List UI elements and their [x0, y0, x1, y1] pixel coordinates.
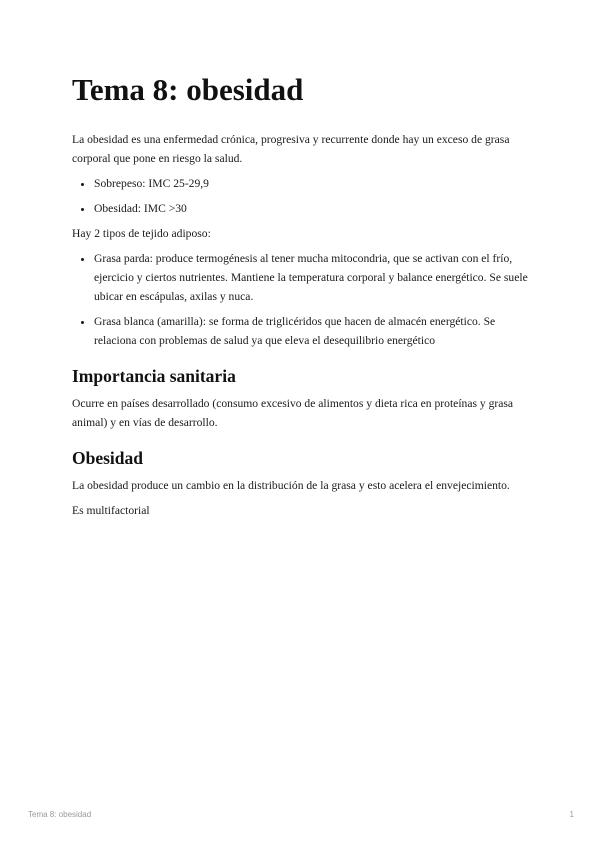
heading-importancia-sanitaria: Importancia sanitaria — [72, 366, 236, 386]
obesidad-paragraph: La obesidad produce un cambio en la distribución de la grasa y esto acelera el envejecimiento. — [72, 479, 510, 492]
tissue-types-list — [72, 249, 532, 350]
multifactorial-paragraph: Es multifactorial — [72, 504, 150, 517]
list-item-sobrepeso: • Sobrepeso: IMC 25-29,9 — [94, 174, 532, 193]
intro-paragraph: La obesidad es una enfermedad crónica, progresiva y recurrente donde hay un exceso de grasa corporal que pone en riesgo la salud. — [72, 133, 510, 165]
document-body — [72, 130, 532, 526]
list-item-obesidad: • Obesidad: IMC >30 — [94, 199, 532, 218]
list-item-grasa-blanca: • Grasa blanca (amarilla): se forma de triglicéridos que hacen de almacén energético. Se relaciona con problemas de salud ya que eleva el desequilibrio energético — [94, 312, 532, 350]
page-number: 1 — [569, 810, 574, 819]
page-title: Tema 8: obesidad — [72, 72, 304, 107]
heading-obesidad: Obesidad — [72, 448, 143, 468]
importancia-paragraph: Ocurre en países desarrollado (consumo excesivo de alimentos y dieta rica en proteínas y grasa animal) y en vías de desarrollo. — [72, 397, 514, 429]
classification-list — [72, 174, 532, 218]
footer-label: Tema 8: obesidad — [28, 810, 92, 819]
tissue-intro-paragraph: Hay 2 tipos de tejido adiposo: — [72, 227, 211, 240]
list-item-grasa-parda: • Grasa parda: produce termogénesis al tener mucha mitocondria, que se activan con el frío, ejercicio y ciertos nutrientes. Mantiene la temperatura corporal y balance energético. Se suele ubicar en escápulas, axilas y nuca. — [94, 249, 532, 306]
page-footer — [28, 810, 574, 819]
